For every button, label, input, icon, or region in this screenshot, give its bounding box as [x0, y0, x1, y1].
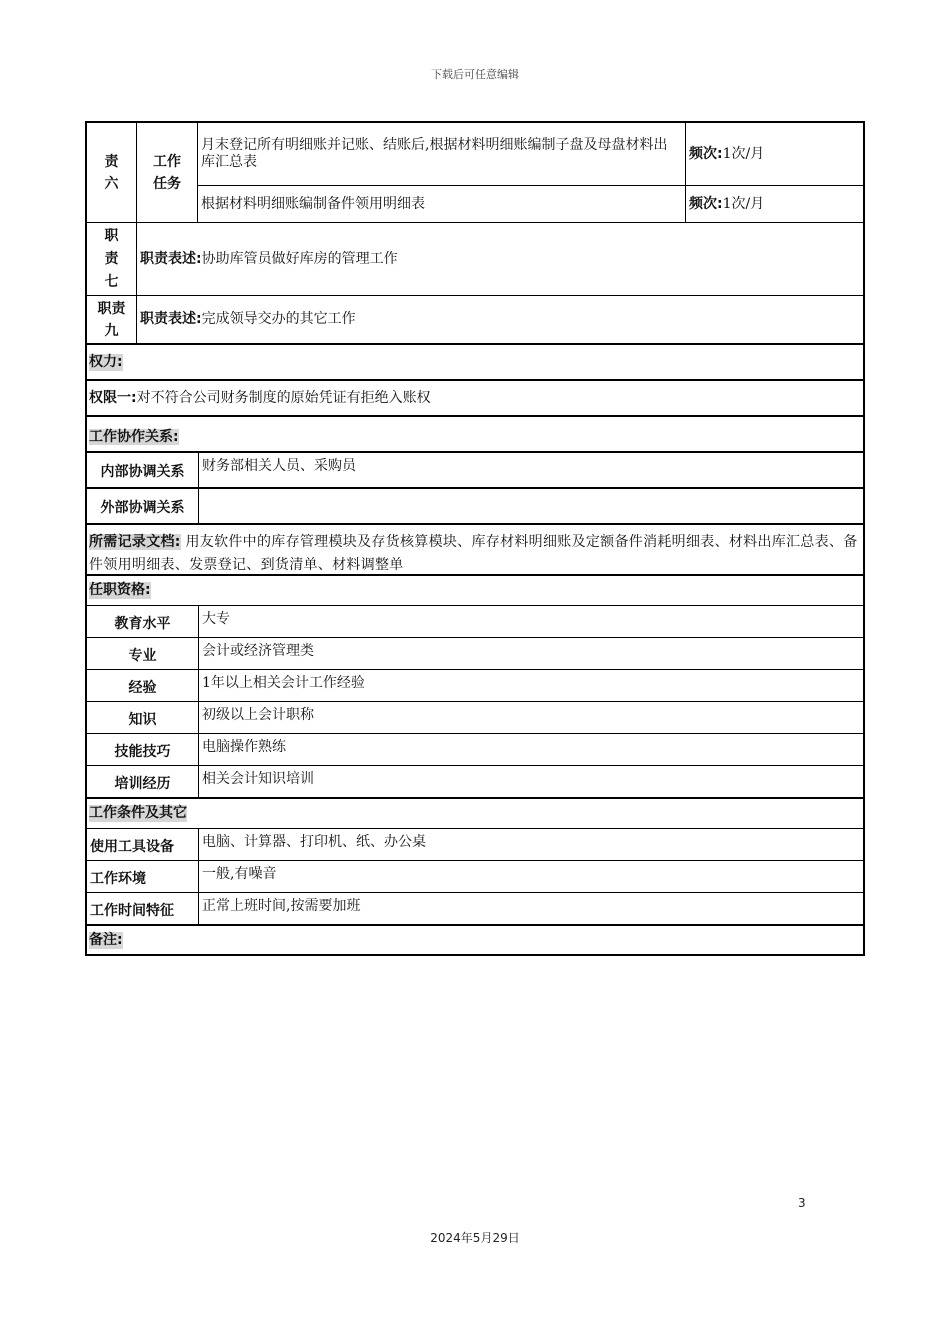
power-limit-label: 权限一: [89, 389, 137, 406]
job-description-table [85, 121, 865, 956]
qualification-row [87, 669, 863, 701]
footer-date: 2024年5月29日 [430, 1231, 520, 1245]
external-coordination-label: 外部协调关系 [100, 500, 185, 516]
power-limit-text: 对不符合公司财务制度的原始凭证有拒绝入账权 [136, 389, 431, 406]
records-label: 所需记录文档: [89, 534, 181, 550]
internal-coordination-value: 财务部相关人员、采购员 [198, 453, 863, 487]
external-coordination-value [198, 489, 863, 523]
conditions-row [87, 828, 863, 860]
education-value: 大专 [198, 606, 863, 637]
duty7-desc: 职责表述:协助库管员做好库房的管理工作 [136, 223, 863, 295]
environment-value: 一般,有噪音 [198, 861, 863, 892]
cooperation-section [87, 415, 863, 451]
skills-value: 电脑操作熟练 [198, 734, 863, 765]
duty6-task-2 [198, 186, 863, 222]
qualification-section [87, 574, 863, 605]
qualification-row [87, 733, 863, 765]
duty7-label: 职责七 [104, 227, 119, 290]
cooperation-row-internal [87, 451, 863, 487]
conditions-section [87, 797, 863, 828]
qualification-row [87, 605, 863, 637]
experience-value: 1年以上相关会计工作经验 [198, 670, 863, 701]
duty6-row [87, 123, 863, 222]
qualification-row [87, 765, 863, 797]
duty6-task-2-text: 根据材料明细账编制备件领用明细表 [201, 195, 425, 212]
environment-label: 工作环境 [90, 871, 146, 887]
duty9-row [87, 295, 863, 343]
tools-label: 使用工具设备 [90, 839, 174, 855]
skills-label: 技能技巧 [114, 744, 171, 760]
duty7-row [87, 222, 863, 295]
duty6-task-1-text: 月末登记所有明细账并记账、结账后,根据材料明细账编制子盘及母盘材料出库汇总表 [201, 137, 668, 170]
qualification-title: 任职资格: [89, 582, 151, 598]
training-label: 培训经历 [114, 776, 171, 792]
page-number: 3 [798, 1196, 806, 1210]
major-value: 会计或经济管理类 [198, 638, 863, 669]
remarks-section [87, 924, 863, 954]
work-time-value: 正常上班时间,按需要加班 [198, 893, 863, 924]
duty6-label: 责六 [104, 153, 119, 192]
qualification-row [87, 701, 863, 733]
work-time-label: 工作时间特征 [90, 903, 174, 919]
power-limit-row [87, 379, 863, 415]
duty6-tasks [197, 123, 863, 222]
cooperation-title: 工作协作关系: [89, 429, 179, 445]
education-label: 教育水平 [114, 616, 171, 632]
conditions-title: 工作条件及其它 [89, 805, 187, 821]
experience-label: 经验 [128, 680, 157, 696]
knowledge-label: 知识 [128, 712, 157, 728]
duty6-task-2-freq: 频次: 1次/月 [685, 186, 863, 222]
remarks-title: 备注: [89, 931, 123, 948]
cooperation-row-external [87, 487, 863, 523]
major-label: 专业 [128, 648, 157, 664]
internal-coordination-label: 内部协调关系 [100, 464, 185, 480]
records-row [87, 523, 863, 574]
page-header-note: 下载后可任意编辑 [431, 68, 519, 81]
duty6-task-label: 工作任务 [136, 123, 197, 222]
power-title: 权力: [89, 353, 123, 370]
tools-value: 电脑、计算器、打印机、纸、办公桌 [198, 829, 863, 860]
conditions-row [87, 892, 863, 924]
knowledge-value: 初级以上会计职称 [198, 702, 863, 733]
duty9-desc: 职责表述:完成领导交办的其它工作 [136, 296, 863, 343]
conditions-row [87, 860, 863, 892]
duty9-label: 职责九 [97, 300, 126, 339]
records-text: 用友软件中的库存管理模块及存货核算模块、库存材料明细账及定额备件消耗明细表、材料出库汇总表、备件领用明细表、发票登记、到货清单、材料调整单 [89, 534, 858, 573]
duty6-task-1-freq: 频次: 1次/月 [685, 123, 863, 185]
power-section [87, 343, 863, 379]
training-value: 相关会计知识培训 [198, 766, 863, 797]
qualification-row [87, 637, 863, 669]
duty6-task-1 [198, 123, 863, 186]
